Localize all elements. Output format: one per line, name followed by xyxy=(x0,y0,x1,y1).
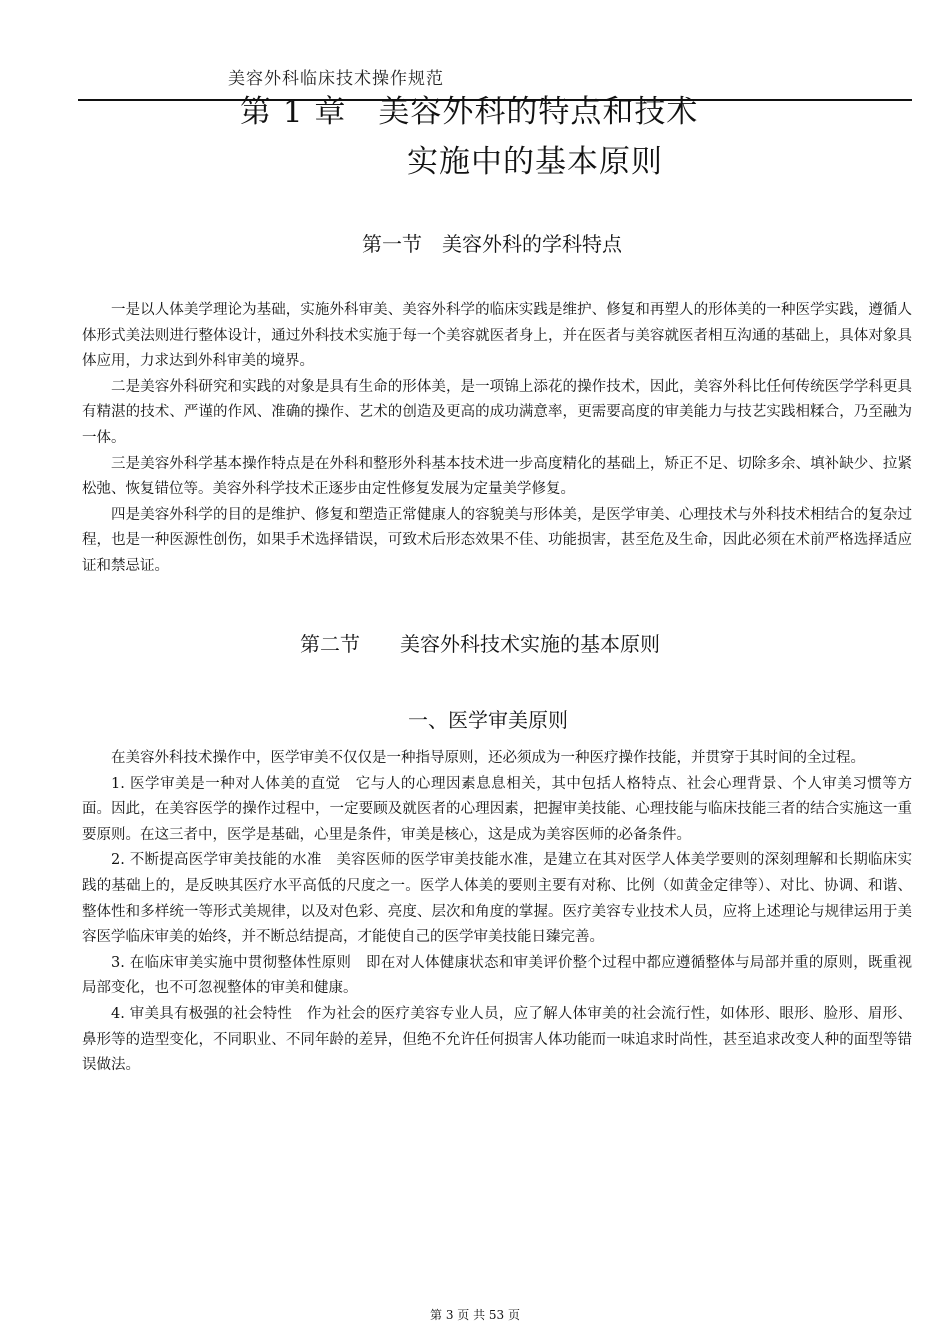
section2-subheading: 一、医学审美原则 xyxy=(408,708,568,732)
chapter-title-line1: 第 1 章 美容外科的特点和技术 xyxy=(240,94,699,130)
paragraph: 二是美容外科研究和实践的对象是具有生命的形体美，是一项锦上添花的操作技术，因此，美容外科比任何传统医学学科更具有精湛的技术、严谨的作风、准确的操作、艺术的创造及更高的成功满意率，更需要高度的审美能力与技艺实践相糅合，乃至融为一体。 xyxy=(82,378,912,446)
section1-heading: 第一节 美容外科的学科特点 xyxy=(362,232,622,256)
paragraph: 4. 审美具有极强的社会特性 作为社会的医疗美容专业人员，应了解人体审美的社会流行性，如体形、眼形、脸形、眉形、鼻形等的造型变化，不同职业、不同年龄的差异，但绝不允许任何损害人体功能而一味追求时尚性，甚至追求改变人种的面型等错误做法。 xyxy=(82,1005,912,1074)
paragraph: 1. 医学审美是一种对人体美的直觉 它与人的心理因素息息相关，其中包括人格特点、社会心理背景、个人审美习惯等方面。因此，在美容医学的操作过程中，一定要顾及就医者的心理因素，把握审美技能、心理技能与临床技能三者的结合实施这一重要原则。在这三者中，医学是基础，心里是条件，审美是核心，这是成为美容医师的必备条件。 xyxy=(82,775,912,843)
paragraph: 一是以人体美学理论为基础，实施外科审美、美容外科学的临床实践是维护、修复和再塑人的形体美的一种医学实践，遵循人体形式美法则进行整体设计，通过外科技术实施于每一个美容就医者身上，并在医者与美容就医者相互沟通的基础上，具体对象具体应用，力求达到外科审美的境界。 xyxy=(82,302,912,370)
section2-body xyxy=(82,746,912,1079)
running-header: 美容外科临床技术操作规范 xyxy=(228,69,444,89)
paragraph: 2. 不断提高医学审美技能的水准 美容医师的医学审美技能水准，是建立在其对医学人体美学要则的深刻理解和长期临床实践的基础上的，是反映其医疗水平高低的尺度之一。医学人体美的要则主要有对称、比例（如黄金定律等）、对比、协调、和谐、整体性和多样统一等形式美规律，以及对色彩、亮度、层次和角度的掌握。医疗美容专业技术人员，应将上述理论与规律运用于美容医学临床审美的始终，并不断总结提高，才能使自己的医学审美技能日臻完善。 xyxy=(82,852,912,946)
paragraph: 在美容外科技术操作中，医学审美不仅仅是一种指导原则，还必须成为一种医疗操作技能，并贯穿于其时间的全过程。 xyxy=(111,750,865,766)
page-number-footer: 第 3 页 共 53 页 xyxy=(430,1308,520,1322)
chapter-title-line2: 实施中的基本原则 xyxy=(407,144,663,180)
section1-body xyxy=(82,298,912,580)
section2-heading: 第二节 美容外科技术实施的基本原则 xyxy=(300,632,660,656)
paragraph: 四是美容外科学的目的是维护、修复和塑造正常健康人的容貌美与形体美，是医学审美、心理技术与外科技术相结合的复杂过程，也是一种医源性创伤，如果手术选择错误，可致术后形态效果不佳、功能损害，甚至危及生命，因此必须在术前严格选择适应证和禁忌证。 xyxy=(82,506,912,574)
paragraph: 3. 在临床审美实施中贯彻整体性原则 即在对人体健康状态和审美评价整个过程中都应遵循整体与局部并重的原则，既重视局部变化，也不可忽视整体的审美和健康。 xyxy=(82,954,912,997)
paragraph: 三是美容外科学基本操作特点是在外科和整形外科基本技术进一步高度精化的基础上，矫正不足、切除多余、填补缺少、拉紧松弛、恢复错位等。美容外科学技术正逐步由定性修复发展为定量美学修复。 xyxy=(82,455,912,498)
